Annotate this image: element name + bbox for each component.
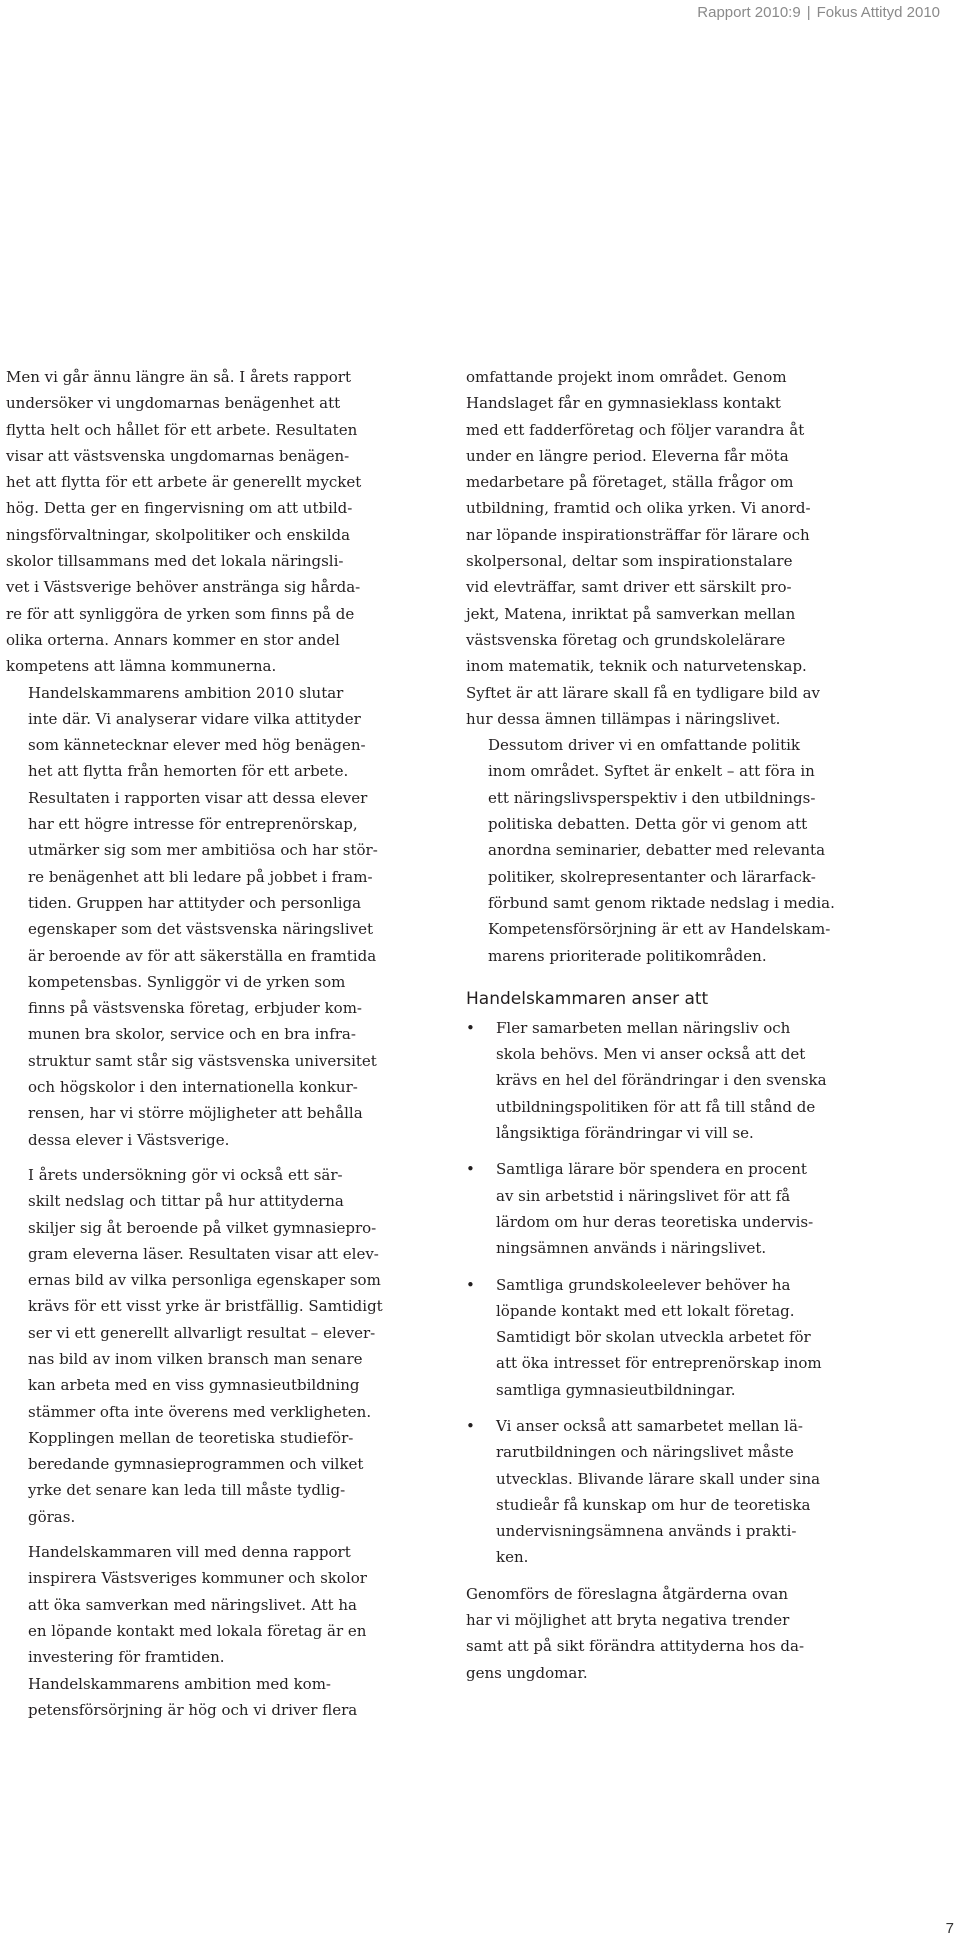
list-item-text: Samtliga grundskoleelever behöver ha löpande kontakt med ett lokalt företag. Samtidigt bör skolan utveckla arbetet för att öka intresset för entreprenörskap inom samtliga gymnasieutbildningar. xyxy=(496,1275,822,1399)
paragraph: Dessutom driver vi en omfattande politik inom området. Syftet är enkelt – att föra in ett näringslivsperspektiv i den utbildnings- politiska debatten. Detta gör vi genom att anordna seminarier, debatter med relevanta politiker, skolrepresentanter och lärarfack- förbund samt genom riktade nedslag i media. Kompetensförsörjning är ett av Handelskam- marens prioriterade politikområden. xyxy=(488,736,835,965)
paragraph: Handelskammarens ambition med kom- petensförsörjning är hög och vi driver flera xyxy=(28,1674,358,1719)
closing-paragraph: Genomförs de föreslagna åtgärderna ovan har vi möjlighet att bryta negativa trender samt att på sikt förändra attityderna hos da- gens ungdomar. xyxy=(466,1584,805,1682)
report-number: Rapport 2010:9 xyxy=(697,4,801,21)
paragraph: Handelskammarens ambition 2010 slutar inte där. Vi analyserar vidare vilka attityder som kännetecknar elever med hög benägen- het att flytta från hemorten för ett arbete. Resultaten i rapporten visar att dessa elever har ett högre intresse för entreprenörskap, utmärker sig som mer ambitiösa och har stör- re benägenhet att bli ledare på jobbet i fram- tiden. Gruppen har attityder och personliga egenskaper som det västsvenska näringslivet är beroende av för att säkerställa en framtida kompetensbas. Synliggör vi de yrken som finns på västsvenska företag, erbjuder kom- munen bra skolor, service och en bra infra- struktur samt står sig västsvenska universitet och högskolor i den internationella konkur- rensen, har vi större möjligheter att behålla dessa elever i Västsverige. xyxy=(28,683,378,1149)
left-column xyxy=(6,364,446,1723)
header-separator: | xyxy=(806,4,811,21)
bullet-icon: • xyxy=(466,1018,475,1037)
list-item xyxy=(466,1156,906,1261)
bullet-icon: • xyxy=(466,1160,475,1179)
list-item xyxy=(466,1272,906,1403)
report-series: Fokus Attityd 2010 xyxy=(816,4,940,21)
section-heading: Handelskammaren anser att xyxy=(466,988,709,1009)
paragraph: I årets undersökning gör vi också ett sär- skilt nedslag och tittar på hur attityderna skiljer sig åt beroende på vilket gymnasiepro- gram eleverna läser. Resultaten visar att elev- ernas bild av vilka personliga egenskaper som krävs för ett visst yrke är bristfällig. Samtidigt ser vi ett generellt allvarligt resultat – elever- nas bild av inom vilken bransch man senare kan arbeta med en viss gymnasieutbildning stämmer ofta inte överens med verkligheten. Kopplingen mellan de teoretiska studieför- beredande gymnasieprogrammen och vilket yrke det senare kan leda till måste tydlig- göras. xyxy=(28,1165,383,1526)
recommendation-list xyxy=(466,1015,906,1571)
list-item-text: Vi anser också att samarbetet mellan lä- rarutbildningen och näringslivet måste utvecklas. Blivande lärare skall under sina studieår få kunskap om hur de teoretiska undervisningsämnena används i prakti- ken. xyxy=(496,1416,821,1567)
right-column xyxy=(466,364,906,1686)
list-item xyxy=(466,1015,906,1146)
running-header xyxy=(697,4,940,21)
page-number: 7 xyxy=(945,1920,954,1937)
bullet-icon: • xyxy=(466,1416,475,1435)
paragraph: Handelskammaren vill med denna rapport inspirera Västsveriges kommuner och skolor att öka samverkan med näringslivet. Att ha en löpande kontakt med lokala företag är en investering för framtiden. xyxy=(28,1543,367,1667)
bullet-icon: • xyxy=(466,1275,475,1294)
list-item xyxy=(466,1413,906,1571)
list-item-text: Samtliga lärare bör spendera en procent av sin arbetstid i näringslivet för att få lärdom om hur deras teoretiska undervis- ningsämnen används i näringslivet. xyxy=(496,1160,814,1258)
list-item-text: Fler samarbeten mellan näringsliv och skola behövs. Men vi anser också att det krävs en hel del förändringar i den svenska utbildningspolitiken för att få till stånd de långsiktiga förändringar vi vill se. xyxy=(496,1018,827,1143)
paragraph: Men vi går ännu längre än så. I årets rapport undersöker vi ungdomarnas benägenhet att flytta helt och hållet för ett arbete. Resultaten visar att västsvenska ungdomarnas benägen- het att flytta för ett arbete är generellt mycket hög. Detta ger en fingervisning om att utbild- ningsförvaltningar, skolpolitiker och enskilda skolor tillsammans med det lokala näringsli- vet i Västsverige behöver anstränga sig hårda- re för att synliggöra de yrken som finns på de olika orterna. Annars kommer en stor andel kompetens att lämna kommunerna. xyxy=(6,368,362,676)
paragraph: omfattande projekt inom området. Genom Handslaget får en gymnasieklass kontakt med ett fadderföretag och följer varandra åt under en längre period. Eleverna får möta medarbetare på företaget, ställa frågor om utbildning, framtid och olika yrken. Vi anord- nar löpande inspirationsträffar för lärare och skolpersonal, deltar som inspirationstalare vid elevträffar, samt driver ett särskilt pro- jekt, Matena, inriktat på samverkan mellan västsvenska företag och grundskolelärare inom matematik, teknik och naturvetenskap. Syftet är att lärare skall få en tydligare bild av hur dessa ämnen tillämpas i näringslivet. xyxy=(466,368,821,728)
